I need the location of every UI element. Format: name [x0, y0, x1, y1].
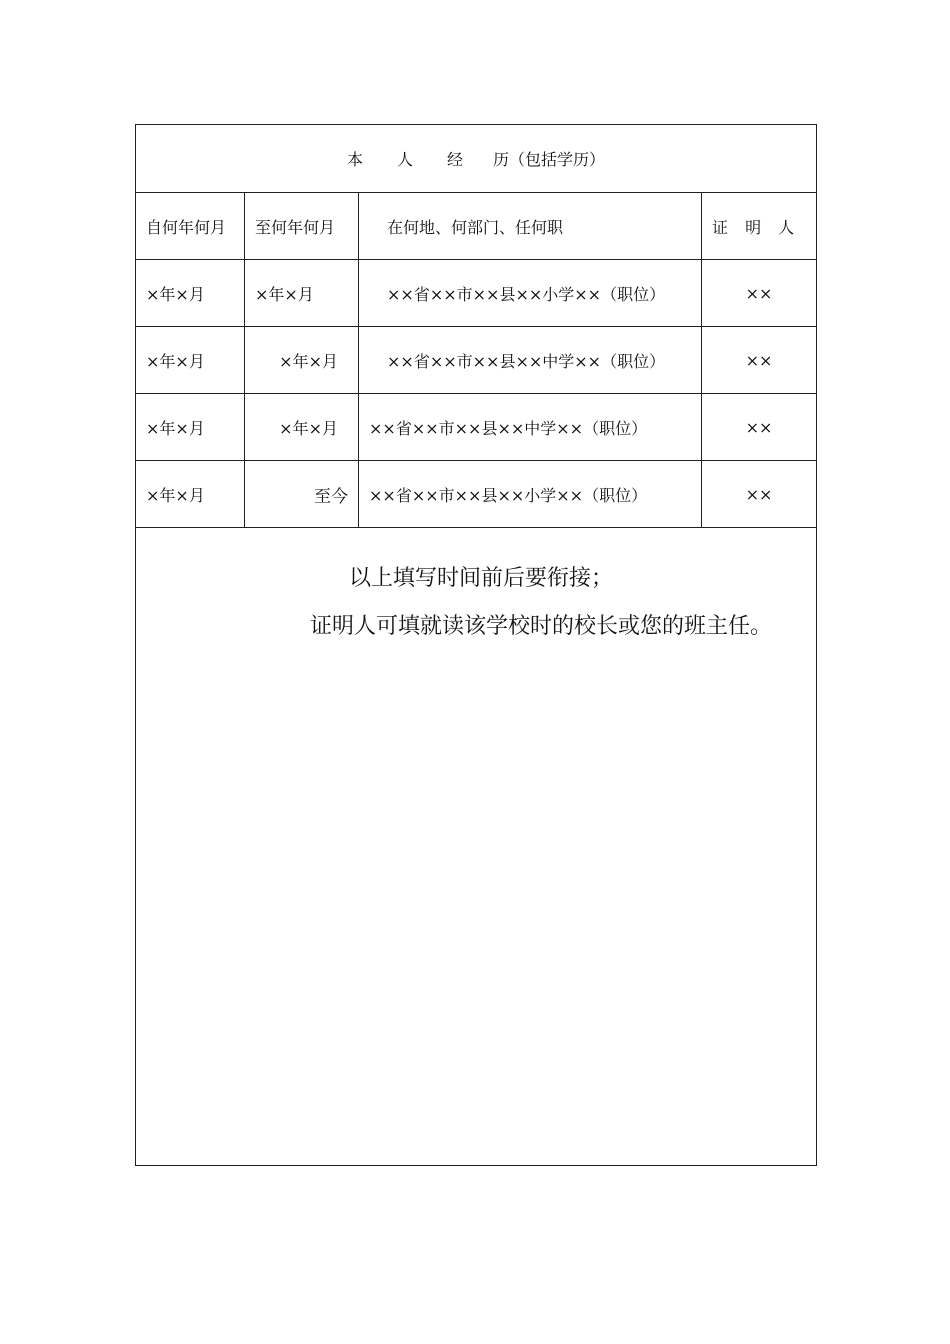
- row-witness: ××: [702, 461, 817, 528]
- title-word-2: 人: [396, 150, 413, 169]
- row-to: 至今: [245, 461, 359, 528]
- title-row: [136, 125, 817, 193]
- title-word-1: 本: [346, 150, 363, 169]
- row-place: ××省××市××县××中学××（职位）: [359, 327, 702, 394]
- row-place: ××省××市××县××小学××（职位）: [359, 461, 702, 528]
- table-row: [136, 260, 817, 327]
- title-word-3: 经: [447, 150, 464, 169]
- experience-form-table: [135, 124, 817, 1166]
- notes-row: [136, 528, 817, 1166]
- header-place: 在何地、何部门、任何职: [359, 193, 702, 260]
- row-witness: ××: [702, 260, 817, 327]
- notes-area: [136, 528, 817, 1166]
- table-row: [136, 394, 817, 461]
- header-witness: 证 明 人: [702, 193, 817, 260]
- header-row: [136, 193, 817, 260]
- row-from: ×年×月: [136, 260, 245, 327]
- table-row: [136, 461, 817, 528]
- row-from: ×年×月: [136, 461, 245, 528]
- table-row: [136, 327, 817, 394]
- row-to: ×年×月: [245, 327, 359, 394]
- row-from: ×年×月: [136, 394, 245, 461]
- note-line-2: 证明人可填就读该学校时的校长或您的班主任。: [309, 614, 772, 639]
- title-word-4: 历（包括学历）: [493, 150, 606, 169]
- row-place: ××省××市××县××小学××（职位）: [359, 260, 702, 327]
- row-to: ×年×月: [245, 394, 359, 461]
- row-witness: ××: [702, 394, 817, 461]
- row-to: ×年×月: [245, 260, 359, 327]
- note-line-1: 以上填写时间前后要衔接；: [348, 566, 613, 591]
- header-from: 自何年何月: [136, 193, 245, 260]
- header-to: 至何年何月: [245, 193, 359, 260]
- row-witness: ××: [702, 327, 817, 394]
- row-place: ××省××市××县××中学××（职位）: [359, 394, 702, 461]
- form-title: [136, 125, 817, 193]
- row-from: ×年×月: [136, 327, 245, 394]
